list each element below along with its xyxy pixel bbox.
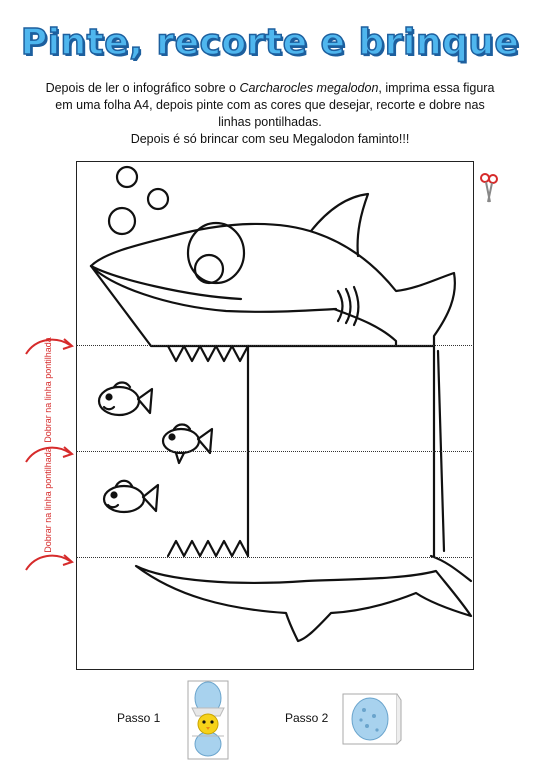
bubble-icon: [109, 208, 135, 234]
shark-lower-body: [136, 566, 471, 641]
shark-mouth-line: [91, 266, 336, 312]
fold-line: [76, 451, 474, 452]
fold-line: [76, 557, 474, 558]
gill-line: [346, 289, 351, 323]
fish-icon: [163, 425, 212, 464]
page-title: Pinte, recorte e brinque: [20, 22, 520, 63]
fold-label: Dobrar na linha pontilhada: [43, 337, 53, 443]
bubble-icon: [117, 167, 137, 187]
gill-line: [338, 291, 343, 321]
step-2-label: Passo 2: [285, 711, 329, 725]
scissors-icon: [478, 172, 498, 206]
dorsal-fin: [311, 194, 368, 256]
upper-teeth: [168, 346, 248, 361]
fold-label: Dobrar na linha pontilhada: [43, 447, 53, 553]
intro-after-italic: , imprima essa figura em uma folha A4, depois pinte com as cores que desejar, recorte e dobre nas linhas pontilhadas.: [55, 81, 495, 129]
egg-icon: [352, 698, 388, 740]
bubble-icon: [148, 189, 168, 209]
step-1-label: Passo 1: [117, 711, 161, 725]
megalodon-drawing: [76, 161, 474, 670]
intro-before-italic: Depois de ler o infográfico sobre o: [45, 81, 240, 95]
chick-icon: [198, 714, 218, 734]
fish-icon: [99, 383, 152, 416]
step-1-image: [187, 680, 229, 760]
fold-line: [76, 345, 474, 346]
fish-icon: [104, 481, 158, 512]
lower-teeth: [168, 541, 248, 556]
pectoral-fin: [334, 309, 396, 346]
step-2-image: [342, 690, 402, 746]
intro-species-name: Carcharocles megalodon: [239, 81, 379, 95]
intro-line-2: Depois é só brincar com seu Megalodon faminto!!!: [130, 132, 410, 146]
intro-text: [40, 80, 500, 148]
tail-fin: [431, 556, 471, 581]
shark-eye-pupil: [195, 255, 223, 283]
